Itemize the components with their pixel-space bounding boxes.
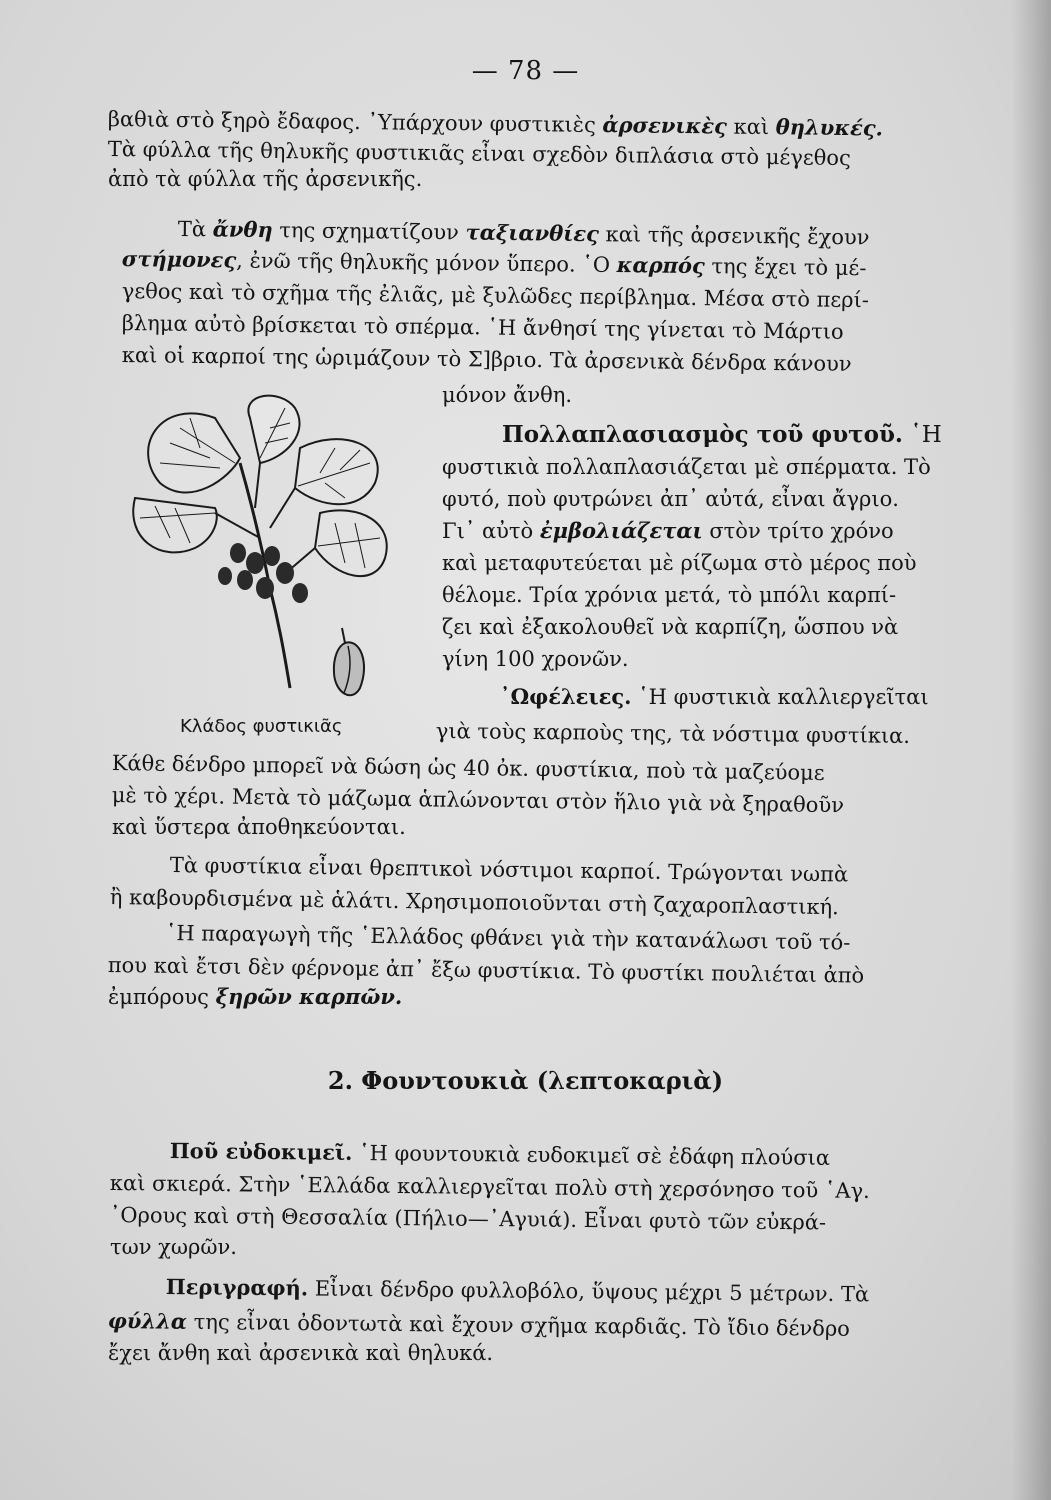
- section-heading: Πολλαπλασιασμὸς τοῦ φυτοῦ.: [502, 421, 903, 448]
- text-line: ἀπὸ τὰ φύλλα τῆς ἀρσενικῆς.: [108, 167, 423, 191]
- text-line: Πολλαπλασιασμὸς τοῦ φυτοῦ. ῾Η: [502, 421, 942, 448]
- text-line: Περιγραφή. Εἶναι δένδρο φυλλοβόλο, ὕψους μέχρι 5 μέτρων. Τὰ: [165, 1273, 870, 1307]
- text-line: καὶ ὕστερα ἀποθηκεύονται.: [112, 815, 406, 839]
- text-line: γεθος καὶ τὸ σχῆμα τῆς ἐλιᾶς, μὲ ξυλῶδες περίβλημα. Μέσα στὸ περί-: [121, 278, 870, 313]
- text-line: ζει καὶ ἐξακολουθεῖ νὰ καρπίζη, ὥσπου νὰ: [442, 615, 899, 639]
- page-edge-shadow: [1011, 0, 1051, 1500]
- text-line: Τὰ φυστίκια εἶναι θρεπτικοὶ νόστιμοι καρποί. Τρώγονται νωπὰ: [169, 852, 849, 887]
- text-line: καὶ οἱ καρποί της ὡριμάζουν τὸ Σ]βριο. Τὰ ἀρσενικὰ δένδρα κάνουν: [121, 342, 852, 376]
- text-line: μόνον ἄνθη.: [442, 383, 572, 407]
- figure-caption: Κλάδος φυστικιᾶς: [180, 716, 343, 737]
- text-line: Ποῦ εὐδοκιμεῖ. ῾Η φουντουκιὰ ευδοκιμεῖ σὲ ἐδάφη πλούσια: [169, 1137, 831, 1170]
- section-heading: Περιγραφή.: [165, 1273, 309, 1301]
- text-line: Τὰ ἄνθη της σχηματίζουν ταξιανθίες καὶ τῆς ἀρσενικῆς ἔχουν: [177, 216, 870, 250]
- pistachio-branch-illustration: [120, 388, 420, 708]
- text-line: φύλλα της εἶναι ὀδοντωτὰ καὶ ἔχουν σχῆμα καρδιᾶς. Τὸ ἴδιο δένδρο: [107, 1307, 851, 1341]
- section-title: 2. Φουντουκιὰ (λεπτοκαριὰ): [327, 1066, 724, 1095]
- text-line: φυστικιὰ πολλαπλασιάζεται μὲ σπέρματα. Τὸ: [442, 455, 931, 479]
- text-line: θέλομε. Τρία χρόνια μετά, τὸ μπόλι καρπί-: [442, 583, 897, 607]
- text-line: φυτό, ποὺ φυτρώνει ἀπ᾿ αὐτά, εἶναι ἄγριο.: [442, 487, 899, 511]
- text-line: βαθιὰ στὸ ξηρὸ ἔδαφος. ᾿Υπάρχουν φυστικιὲς ἀρσενικὲς καὶ θηλυκές.: [107, 106, 884, 141]
- text-line: καὶ σκιερά. Στὴν ῾Ελλάδα καλλιεργεῖται πολὺ στὴ χερσόνησο τοῦ ῾Αγ.: [109, 1170, 870, 1203]
- text-line: που καὶ ἔτσι δὲν φέρνομε ἀπ᾿ ἔξω φυστίκια. Τὸ φυστίκι πουλιέται ἀπὸ: [107, 952, 865, 988]
- page-number: — 78 —: [471, 56, 580, 86]
- text-line: Τὰ φύλλα τῆς θηλυκῆς φυστικιᾶς εἶναι σχεδὸν διπλάσια στὸ μέγεθος: [107, 136, 851, 171]
- text-line: βλημα αὐτὸ βρίσκεται τὸ σπέρμα. ῾Η ἄνθησί της γίνεται τὸ Μάρτιο: [121, 310, 844, 344]
- text-line: γιὰ τοὺς καρποὺς της, τὰ νόστιμα φυστίκια.: [435, 718, 911, 748]
- text-line: Γι᾿ αὐτὸ ἐμβολιάζεται στὸν τρίτο χρόνο: [442, 518, 894, 543]
- text-line: ἔχει ἄνθη καὶ ἀρσενικὰ καὶ θηλυκά.: [108, 1341, 494, 1365]
- text-line: των χωρῶν.: [110, 1235, 237, 1259]
- text-line: ἐμπόρους ξηρῶν καρπῶν.: [108, 984, 403, 1009]
- text-line: ᾿Ορους καὶ στὴ Θεσσαλία (Πήλιο—᾿Αγυιά). Εἶναι φυτὸ τῶν εὐκρά-: [109, 1202, 827, 1235]
- text-line: καὶ μεταφυτεύεται μὲ ρίζωμα στὸ μέρος ποὺ: [442, 551, 917, 575]
- section-heading: ᾿Ωφέλειες.: [500, 684, 632, 709]
- text-line: στήμονες, ἐνῶ τῆς θηλυκῆς μόνον ὕπερο. ῾Ο καρπός της ἔχει τὸ μέ-: [121, 245, 867, 281]
- text-line: ἢ καβουρδισμένα μὲ ἁλάτι. Χρησιμοποιοῦνται στὴ ζαχαροπλαστική.: [109, 884, 840, 920]
- text-line: μὲ τὸ χέρι. Μετὰ τὸ μάζωμα ἁπλώνονται στὸν ἥλιο γιὰ νὰ ξηραθοῦν: [111, 782, 845, 818]
- text-line: γίνη 100 χρονῶν.: [442, 647, 629, 671]
- text-line: Κάθε δένδρο μπορεῖ νὰ δώση ὡς 40 ὀκ. φυστίκια, ποὺ τὰ μαζεύομε: [111, 750, 825, 785]
- text-line: ᾿Ωφέλειες. ῾Η φυστικιὰ καλλιεργεῖται: [500, 684, 929, 709]
- section-heading: Ποῦ εὐδοκιμεῖ.: [169, 1137, 353, 1165]
- text-line: ῾Η παραγωγὴ τῆς ῾Ελλάδος φθάνει γιὰ τὴν κατανάλωσι τοῦ τό-: [165, 920, 851, 955]
